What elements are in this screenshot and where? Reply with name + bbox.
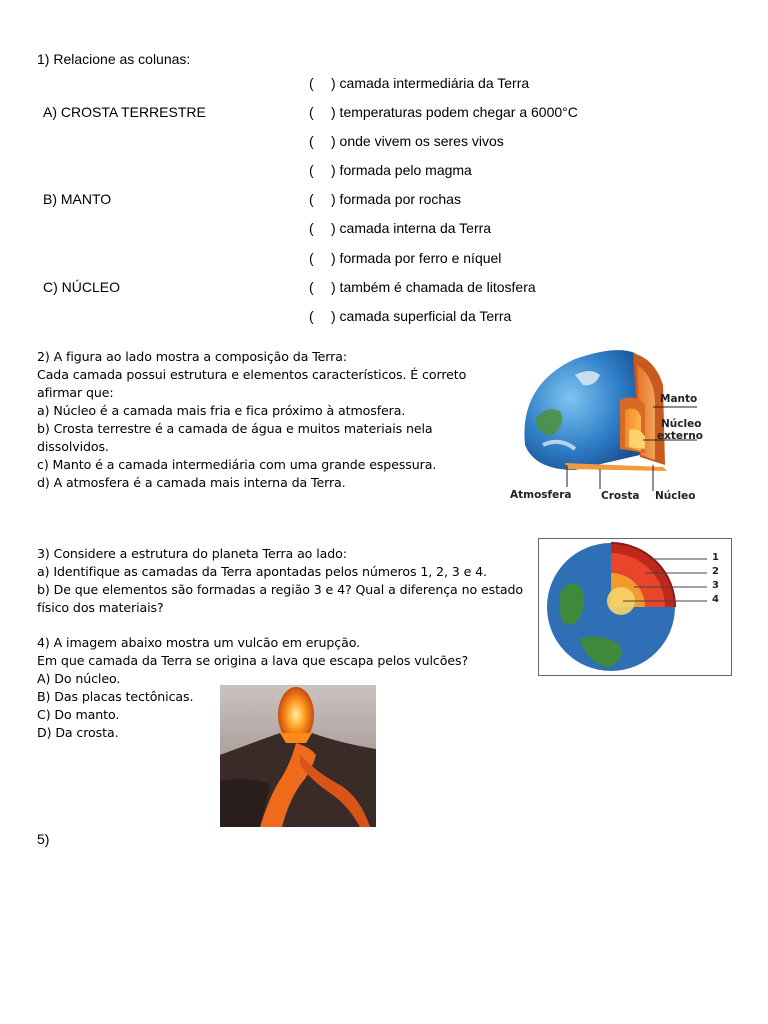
q1-answer-blank[interactable]: ( [309, 191, 314, 207]
q3-item-b: b) De que elementos são formadas a região 3 e 4? Qual a diferença no estado [37, 582, 524, 597]
q2-prompt: afirmar que: [37, 385, 114, 400]
layer-number-4: 4 [712, 594, 719, 605]
label-manto: Manto [660, 393, 698, 405]
q4-option-c: C) Do manto. [37, 707, 120, 722]
q2-prompt: Cada camada possui estrutura e elementos característicos. É correto [37, 367, 467, 382]
q1-right-item: ) formada por rochas [331, 191, 461, 207]
volcano-eruption-image [220, 685, 376, 827]
q2-option-a: a) Núcleo é a camada mais fria e fica próximo à atmosfera. [37, 403, 406, 418]
earth-structure-figure [538, 538, 732, 676]
q3-item-a: a) Identifique as camadas da Terra apontadas pelos números 1, 2, 3 e 4. [37, 564, 487, 579]
q2-text [37, 348, 466, 492]
q3-prompt: 3) Considere a estrutura do planeta Terra ao lado: [37, 546, 347, 561]
q1-answer-blank[interactable]: ( [309, 279, 314, 295]
label-nucleo: Núcleo [655, 490, 696, 502]
q4-option-a: A) Do núcleo. [37, 671, 121, 686]
q2-option-b: b) Crosta terrestre é a camada de água e muitos materiais nela [37, 421, 433, 436]
earth-layers-figure [505, 345, 710, 510]
q5-label: 5) [37, 831, 50, 847]
q1-right-item: ) temperaturas podem chegar a 6000°C [331, 104, 578, 120]
q1-answer-blank[interactable]: ( [309, 162, 314, 178]
q2-option-c: c) Manto é a camada intermediária com uma grande espessura. [37, 457, 437, 472]
q1-answer-blank[interactable]: ( [309, 220, 314, 236]
q4-prompt: Em que camada da Terra se origina a lava que escapa pelos vulcões? [37, 653, 469, 668]
q1-answer-blank[interactable]: ( [309, 250, 314, 266]
earth-structure-illustration [539, 539, 731, 675]
volcano-photo [220, 685, 376, 827]
layer-number-3: 3 [712, 580, 719, 591]
label-crosta: Crosta [601, 490, 640, 502]
q2-option-d: d) A atmosfera é a camada mais interna da Terra. [37, 475, 346, 490]
label-nucleo-externo: externo [657, 430, 703, 442]
label-atmosfera: Atmosfera [510, 489, 572, 501]
q3-text [37, 545, 523, 617]
q1-title: 1) Relacione as colunas: [37, 51, 191, 67]
q1-left-b: B) MANTO [43, 191, 112, 207]
q1-answer-blank[interactable]: ( [309, 133, 314, 149]
q2-prompt: 2) A figura ao lado mostra a composição da Terra: [37, 349, 348, 364]
q1-right-item: ) camada interna da Terra [331, 220, 492, 236]
q1-right-item: ) onde vivem os seres vivos [331, 133, 504, 149]
q4-option-d: D) Da crosta. [37, 725, 119, 740]
q1-right-item: ) formada pelo magma [331, 162, 472, 178]
q3-item-b: físico dos materiais? [37, 600, 164, 615]
q1-answer-blank[interactable]: ( [309, 308, 314, 324]
q1-right-item: ) camada intermediária da Terra [331, 75, 530, 91]
label-nucleo-externo: Núcleo [661, 418, 702, 430]
q1-right-item: ) camada superficial da Terra [331, 308, 512, 324]
q1-left-c: C) NÚCLEO [43, 279, 121, 295]
q2-option-b: dissolvidos. [37, 439, 109, 454]
layer-number-2: 2 [712, 566, 719, 577]
layer-number-1: 1 [712, 552, 719, 563]
q1-right-item: ) formada por ferro e níquel [331, 250, 502, 266]
q4-prompt: 4) A imagem abaixo mostra um vulcão em erupção. [37, 635, 361, 650]
q1-answer-blank[interactable]: ( [309, 75, 314, 91]
q4-option-b: B) Das placas tectônicas. [37, 689, 194, 704]
q1-left-a: A) CROSTA TERRESTRE [43, 104, 206, 120]
q1-right-item: ) também é chamada de litosfera [331, 279, 536, 295]
q1-answer-blank[interactable]: ( [309, 104, 314, 120]
